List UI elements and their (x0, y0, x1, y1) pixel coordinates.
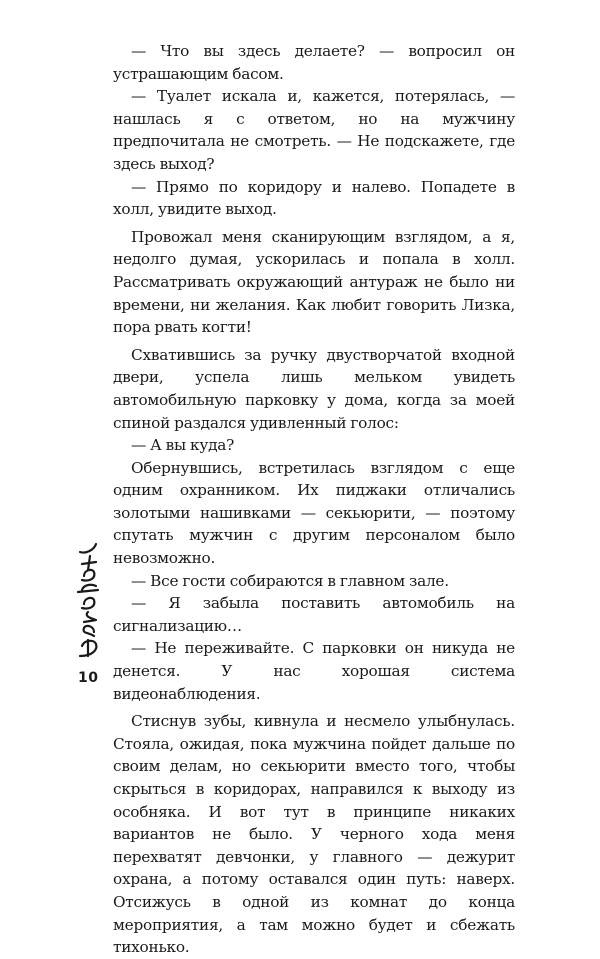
paragraph: Схватившись за ручку двустворчатой входной двери, успела лишь мельком увидеть автомобильную парковку у дома, когда за моей спиной раздался удивленный голос: (113, 345, 515, 432)
page-number: 10 (78, 670, 99, 686)
paragraph: — Туалет искала и, кажется, потерялась, — нашлась я с ответом, но на мужчину предпочитала не смотреть. — Не подскажете, где здесь выход? (113, 87, 515, 173)
author-signature-logo (70, 540, 106, 660)
paragraph: Провожал меня сканирующим взглядом, а я, недолго думая, ускорилась и попала в холл. Рассматривать окружающий антураж не было ни времени, ни желания. Как любит говорить Лизка, пора рвать когти! (113, 227, 515, 337)
paragraph: — Прямо по коридору и налево. Попадете в холл, увидите выход. (113, 177, 515, 219)
paragraph: — Не переживайте. С парковки он никуда не денется. У нас хорошая система видеонаблюдения. (113, 639, 515, 703)
paragraph: Обернувшись, встретилась взглядом с еще одним охранником. Их пиджаки отличались золотыми нашивками — секьюрити, — поэтому спутать мужчин с другим персоналом было невозможно. (113, 458, 515, 568)
paragraph: Стиснув зубы, кивнула и несмело улыбнулась. Стояла, ожидая, пока мужчина пойдет дальше по своим делам, но секьюрити вместо того, чтобы скрыться в коридорах, направился к выходу из особняка. И вот тут в принципе никаких вариантов не было. У черного хода меня перехватят девчонки, у главного — дежурит охрана, а потому оставался один путь: наверх. Отсижусь в одной из комнат до конца мероприятия, а там можно будет и сбежать тихонько. (113, 712, 515, 957)
body-text (113, 40, 515, 959)
paragraph: — Я забыла поставить автомобиль на сигнализацию… (113, 594, 515, 635)
paragraph: — А вы куда? (131, 436, 235, 455)
paragraph: — Что вы здесь делаете? — вопросил он устрашающим басом. (113, 42, 515, 83)
paragraph: — Все гости собираются в главном зале. (131, 571, 449, 590)
